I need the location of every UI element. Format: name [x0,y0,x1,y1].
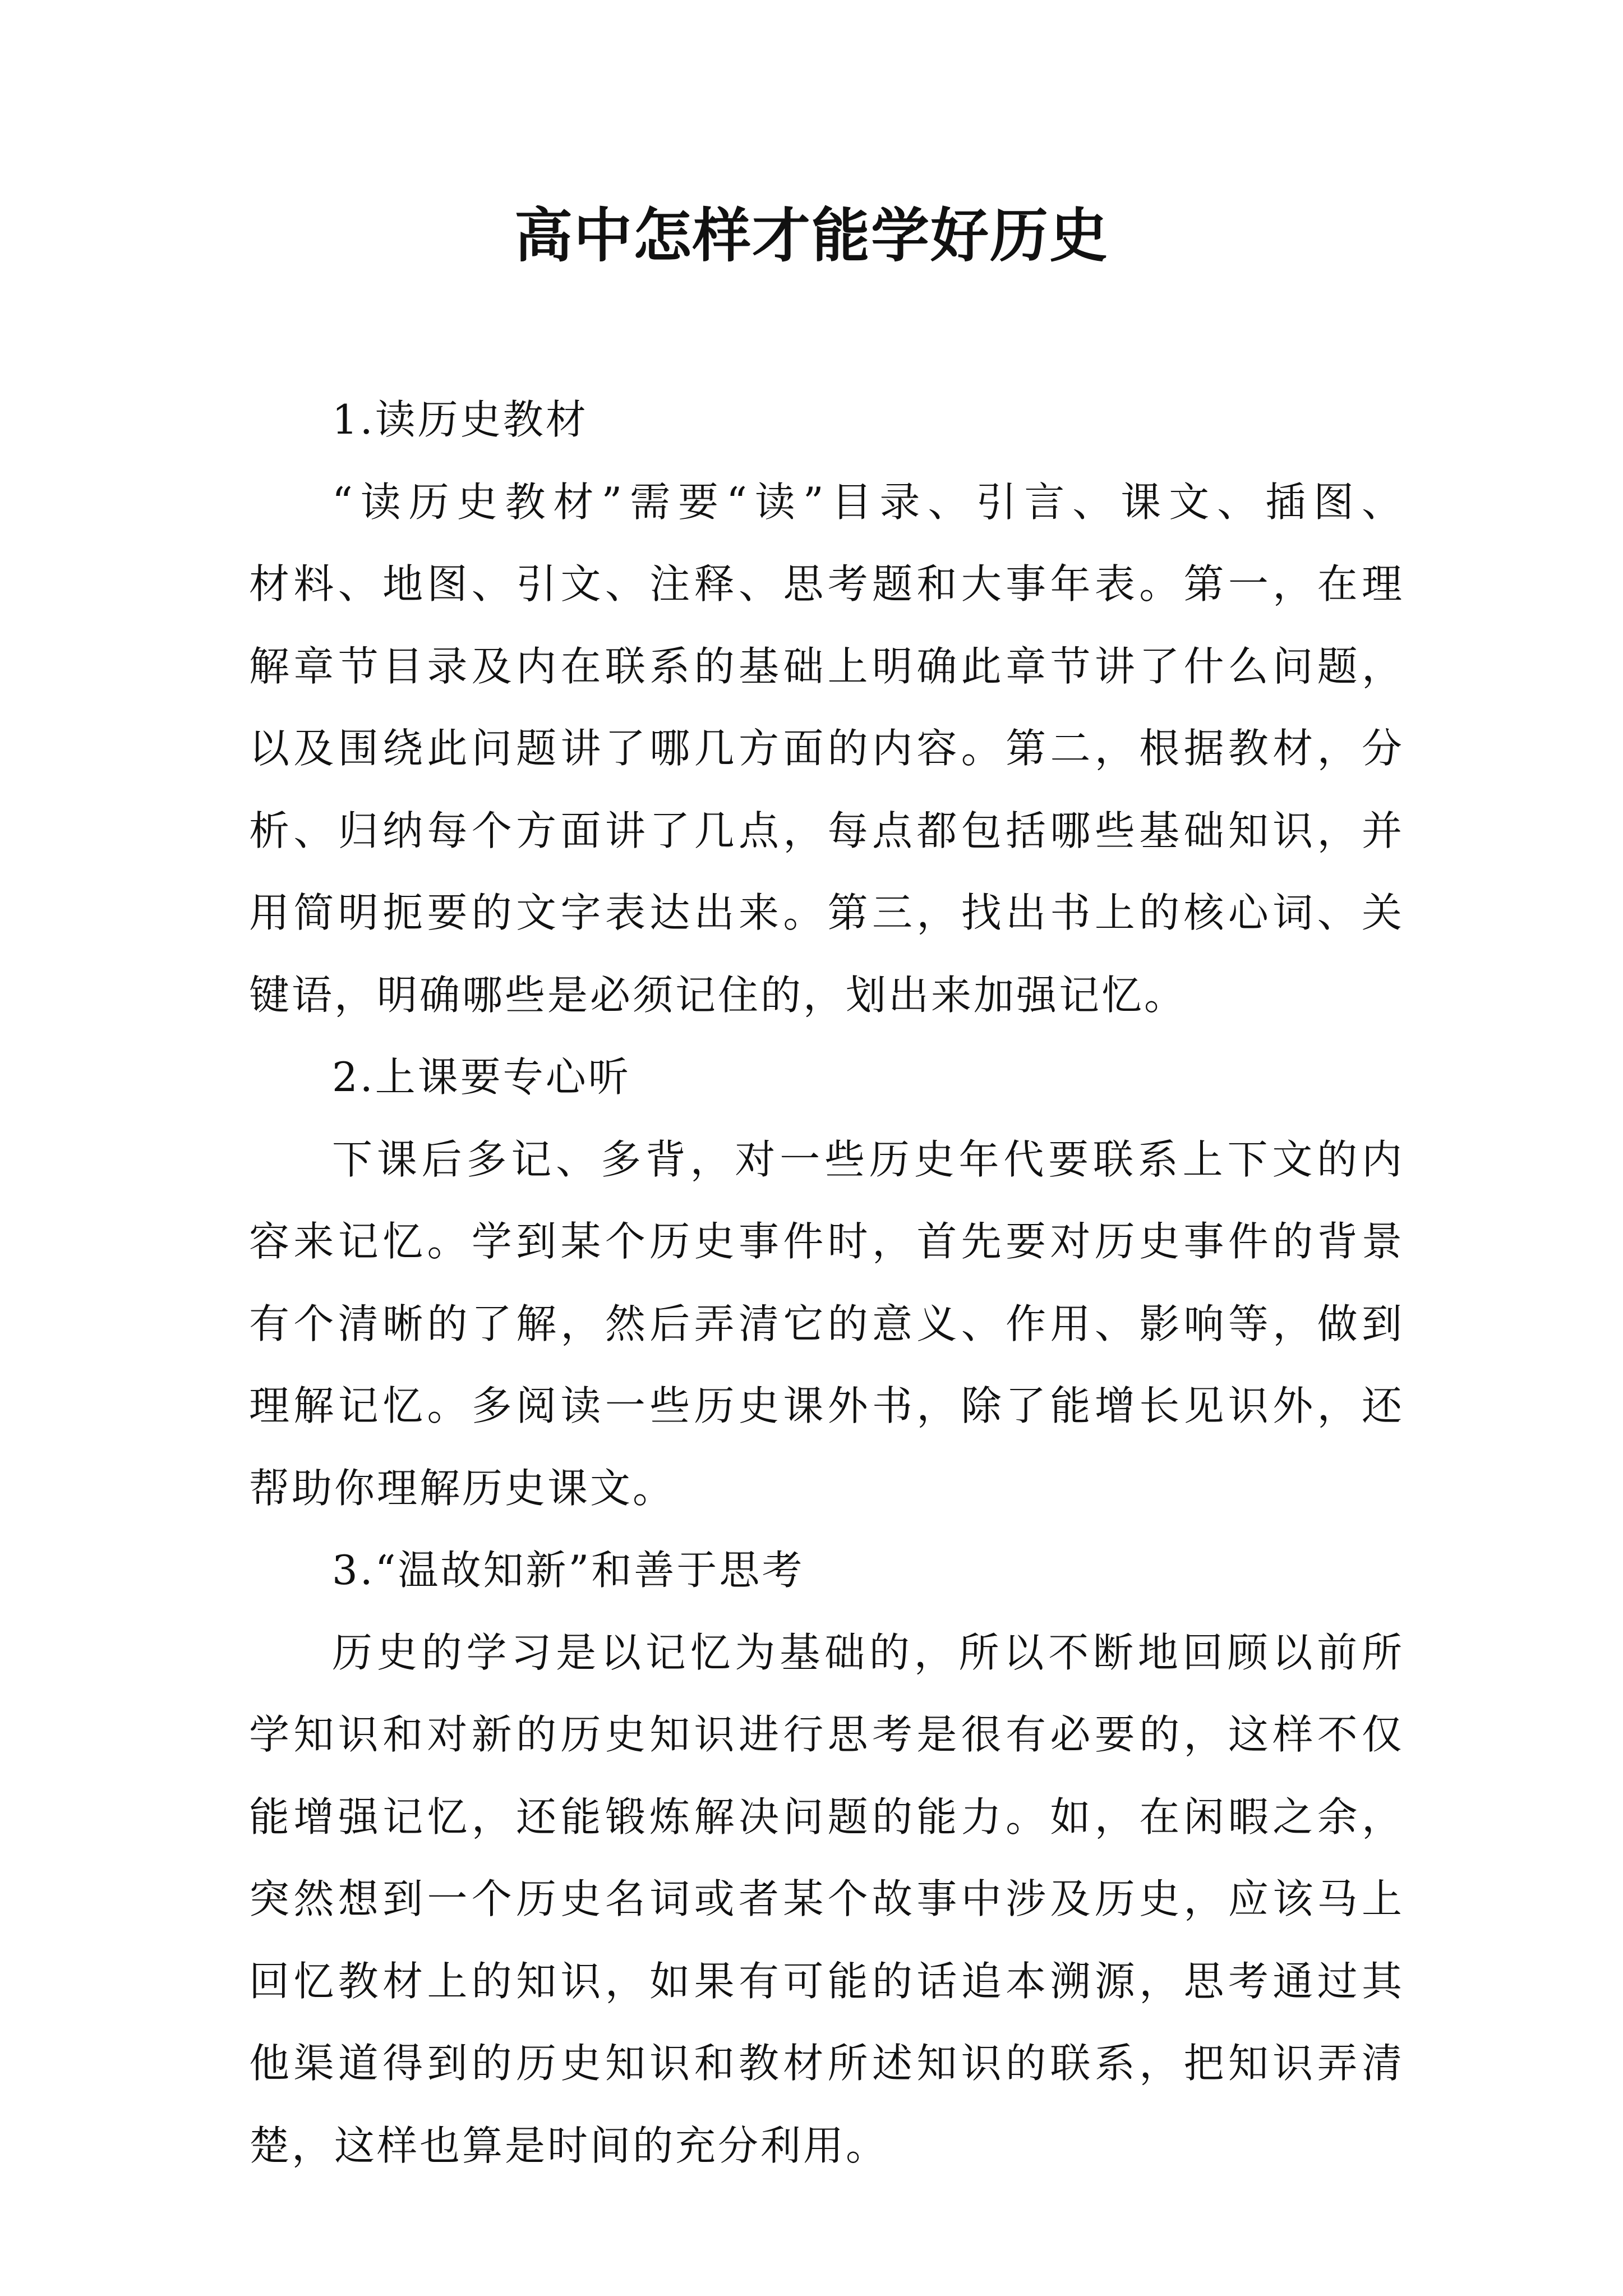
paragraph-2-line-4: 理解记忆。多阅读一些历史课外书，除了能增长见识外，还 [249,1382,1404,1429]
paragraph-1-line-3: 解章节目录及内在联系的基础上明确此章节讲了什么问题， [249,642,1404,690]
document-title: 高中怎样才能学好历史 [514,201,1109,270]
paragraph-1-line-1: “读历史教材”需要“读”目录、引言、课文、插图、 [332,478,1404,526]
paragraph-1-line-2: 材料、地图、引文、注释、思考题和大事年表。第一，在理 [249,560,1404,608]
paragraph-3-line-4: 突然想到一个历史名词或者某个故事中涉及历史，应该马上 [249,1875,1404,1922]
section-heading-2: 2.上课要专心听 [332,1053,631,1101]
section-heading-1: 1.读历史教材 [332,396,588,443]
paragraph-3-line-1: 历史的学习是以记忆为基础的，所以不断地回顾以前所 [332,1628,1404,1676]
paragraph-1-line-6: 用简明扼要的文字表达出来。第三，找出书上的核心词、关 [249,889,1404,936]
paragraph-2-line-1: 下课后多记、多背，对一些历史年代要联系上下文的内 [332,1135,1404,1183]
paragraph-1-line-4: 以及围绕此问题讲了哪几方面的内容。第二，根据教材，分 [249,725,1404,772]
paragraph-2-line-5: 帮助你理解历史课文。 [249,1464,676,1512]
document-body [249,379,1404,2187]
paragraph-3-line-2: 学知识和对新的历史知识进行思考是很有必要的，这样不仅 [249,1711,1404,1758]
paragraph-2-line-2: 容来记忆。学到某个历史事件时，首先要对历史事件的背景 [249,1218,1404,1265]
paragraph-3-line-5: 回忆教材上的知识，如果有可能的话追本溯源，思考通过其 [249,1957,1404,2005]
paragraph-2-line-3: 有个清晰的了解，然后弄清它的意义、作用、影响等，做到 [249,1300,1404,1347]
paragraph-1-line-5: 析、归纳每个方面讲了几点，每点都包括哪些基础知识，并 [249,807,1404,854]
paragraph-1-line-7: 键语，明确哪些是必须记住的，划出来加强记忆。 [249,971,1187,1019]
paragraph-3-line-3: 能增强记忆，还能锻炼解决问题的能力。如，在闲暇之余， [249,1793,1404,1841]
paragraph-3-line-6: 他渠道得到的历史知识和教材所述知识的联系，把知识弄清 [249,2040,1404,2087]
paragraph-3-line-7: 楚，这样也算是时间的充分利用。 [249,2122,889,2169]
section-heading-3: 3.“温故知新”和善于思考 [332,1547,805,1594]
